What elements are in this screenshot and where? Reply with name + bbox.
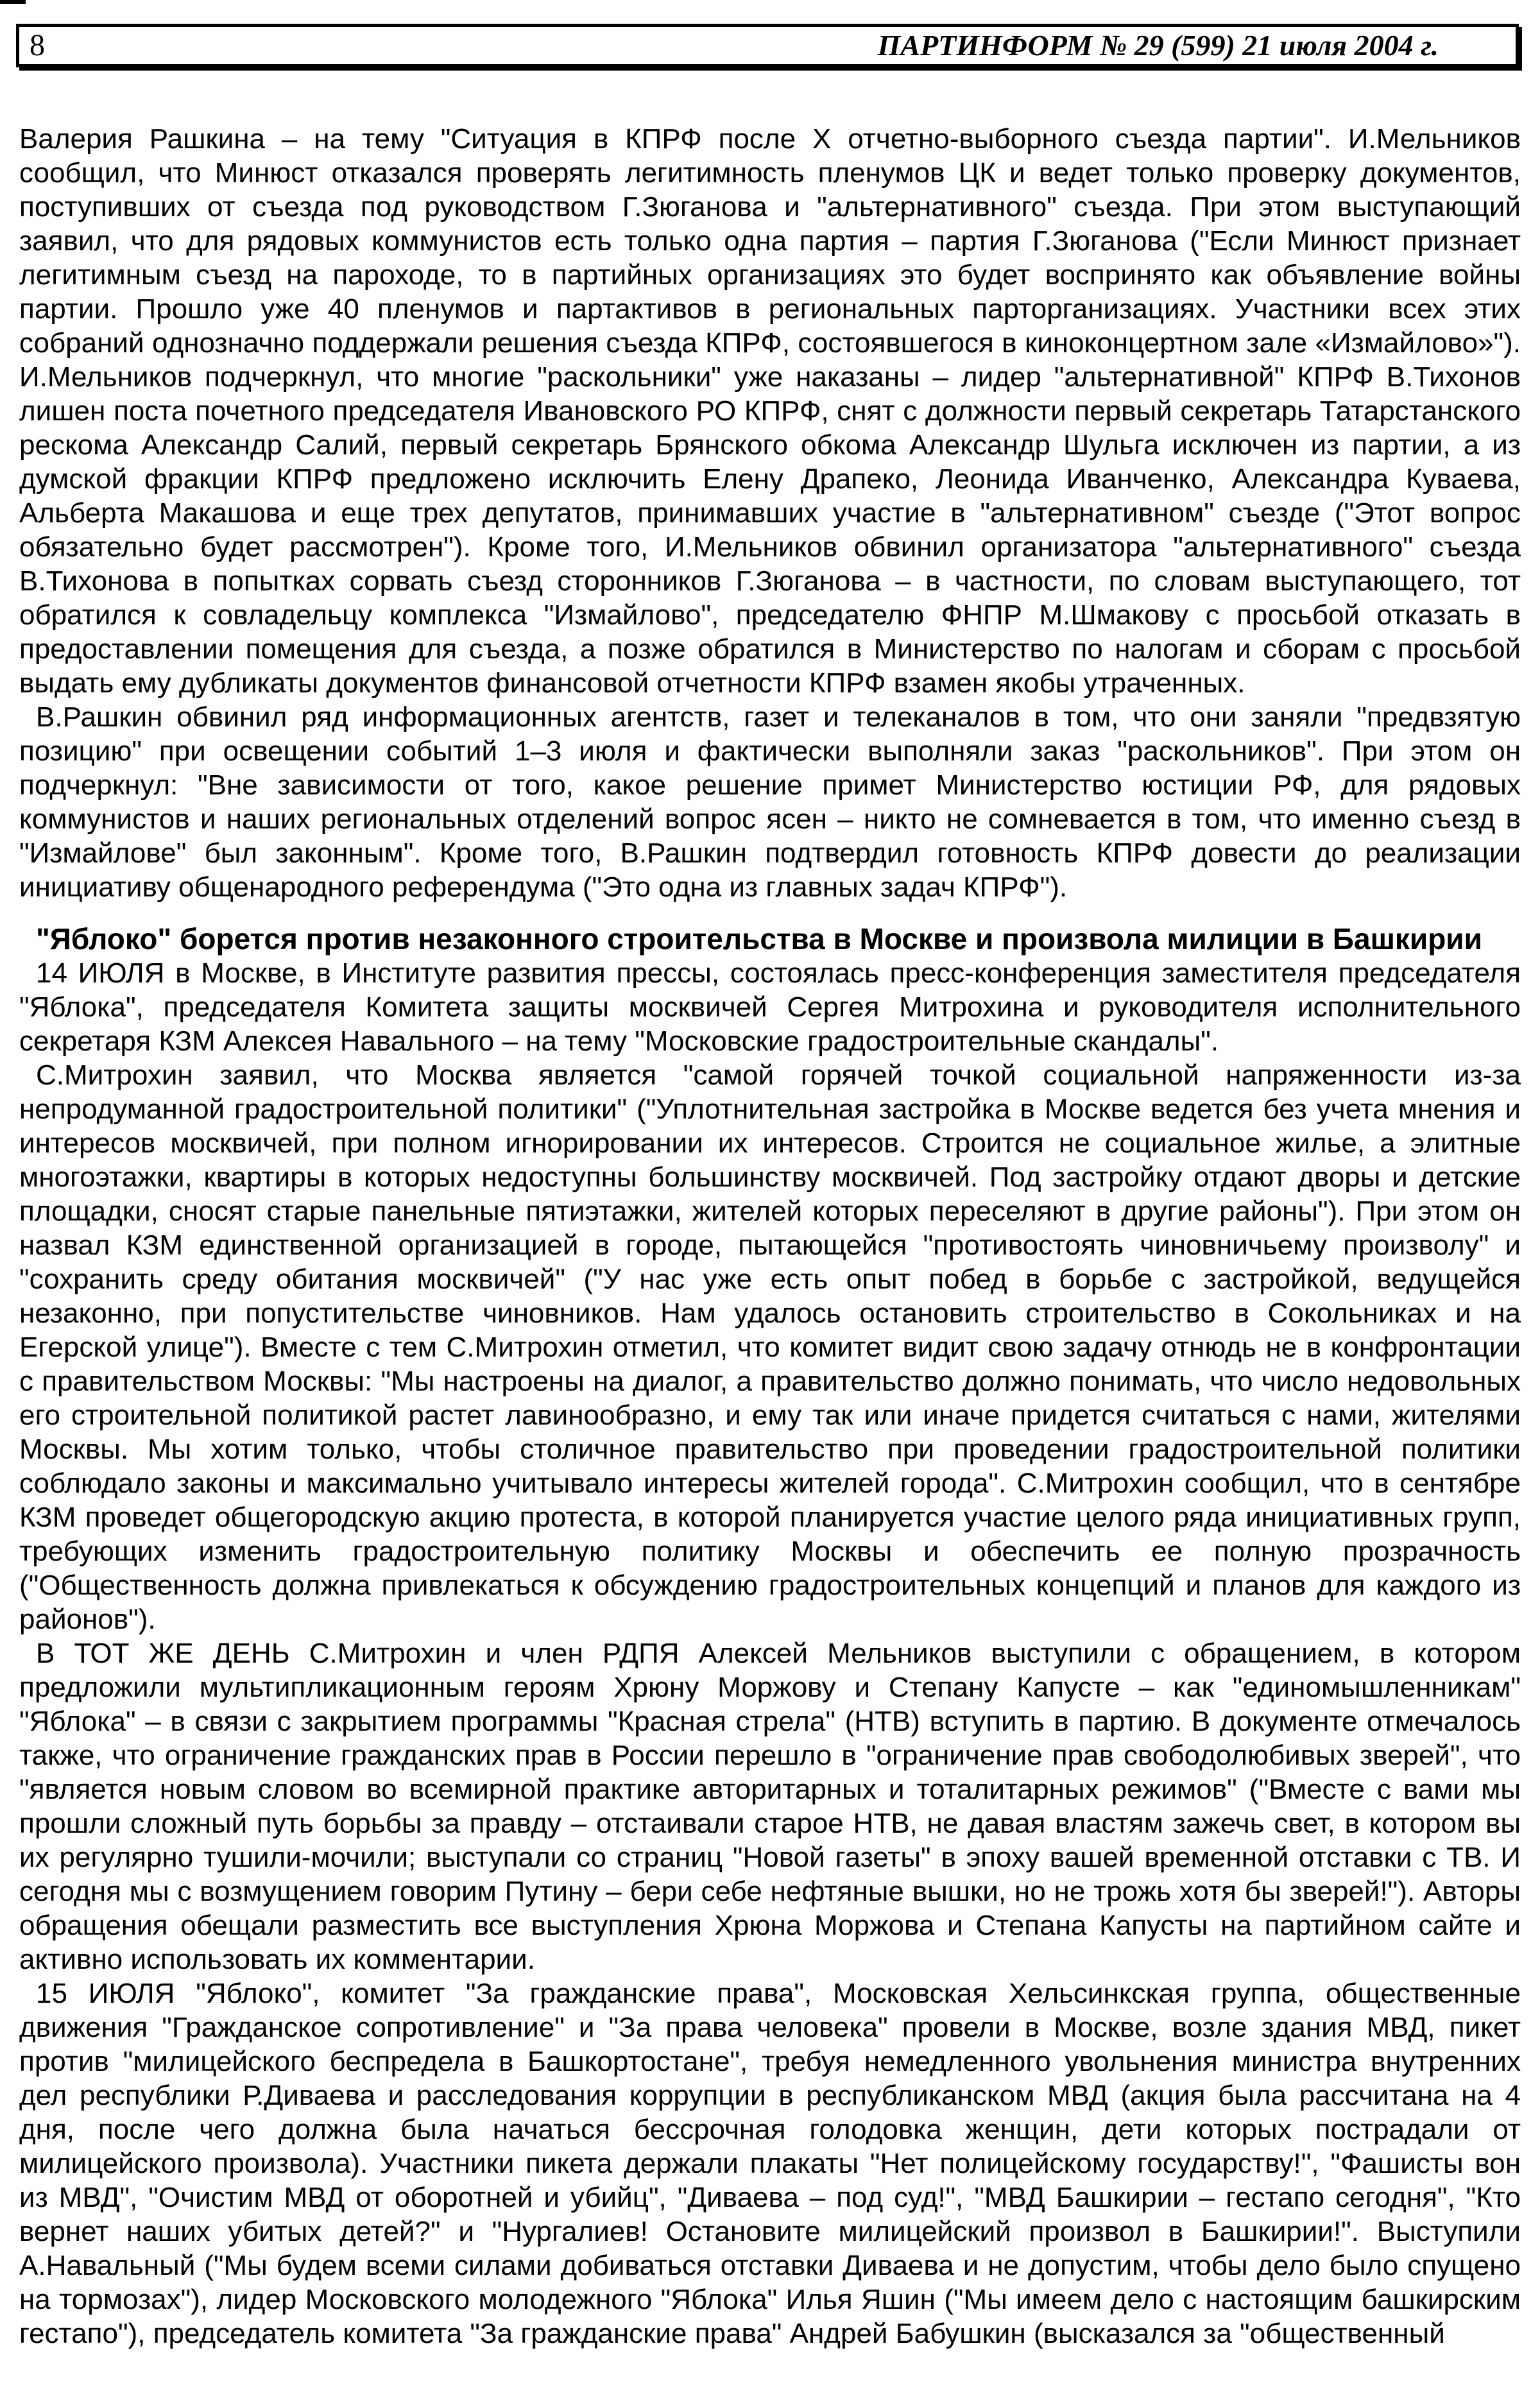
- body-paragraph-appeal: В ТОТ ЖЕ ДЕНЬ С.Митрохин и член РДПЯ Алексей Мельников выступили с обращением, в котором предложили мультипликационным героям Хрюну Моржову и Степану Капусте – как "единомышленникам" "Яблока" – в связи с закрытием программы "Красная стрела" (НТВ) вступить в партию. В документе отмечалось также, что ограничение гражданских прав в России перешло в "ограничение прав свободолюбивых зверей", что "является новым словом во всемирной практике авторитарных и тоталитарных режимов" ("Вместе с вами мы прошли сложный путь борьбы за правду – отстаивали старое НТВ, не давая властям зажечь свет, в котором вы их регулярно тушили-мочили; выступали со страниц "Новой газеты" в эпоху вашей временной отставки с ТВ. И сегодня мы с возмущением говорим Путину – бери себе нефтяные вышки, но не трожь хотя бы зверей!"). Авторы обращения обещали разместить все выступления Хрюна Моржова и Степана Капусты на партийном сайте и активно использовать их комментарии.: [19, 1638, 1521, 1975]
- body-paragraph-rashkin: В.Рашкин обвинил ряд информационных агентств, газет и телеканалов в том, что они заняли "предвзятую позицию" при освещении событий 1–3 июля и фактически выполняли заказ "раскольников". При этом он подчеркнул: "Вне зависимости от того, какое решение примет Министерство юстиции РФ, для рядовых коммунистов и наших региональных отделений вопрос ясен – никто не сомневается в том, что именно съезд в "Измайлове" был законным". Кроме того, В.Рашкин подтвердил готовность КПРФ довести до реализации инициативу общенародного референдума ("Это одна из главных задач КПРФ").: [19, 701, 1521, 903]
- body-paragraph-kprf-continuation: Валерия Рашкина – на тему "Ситуация в КПРФ после X отчетно-выборного съезда партии". И.Мельников сообщил, что Минюст отказался проверять легитимность пленумов ЦК и ведет только проверку документов, поступивших от съезда под руководством Г.Зюганова и "альтернативного" съезда. При этом выступающий заявил, что для рядовых коммунистов есть только одна партия – партия Г.Зюганова ("Если Минюст признает легитимным съезд на пароходе, то в партийных организациях это будет воспринято как объявление войны партии. Прошло уже 40 пленумов и партактивов в региональных парторганизациях. Участники всех этих собраний однозначно поддержали решения съезда КПРФ, состоявшегося в киноконцертном зале «Измайлово»"). И.Мельников подчеркнул, что многие "раскольники" уже наказаны – лидер "альтернативной" КПРФ В.Тихонов лишен поста почетного председателя Ивановского РО КПРФ, снят с должности первый секретарь Татарстанского рескома Александр Салий, первый секретарь Брянского обкома Александр Шульга исключен из партии, а из думской фракции КПРФ предложено исключить Елену Драпеко, Леонида Иванченко, Александра Куваева, Альберта Макашова и еще трех депутатов, принимавших участие в "альтернативном" съезде ("Этот вопрос обязательно будет рассмотрен"). Кроме того, И.Мельников обвинил организатора "альтернативного" съезда В.Тихонова в попытках сорвать съезд сторонников Г.Зюганова – в частности, по словам выступающего, тот обратился к совладельцу комплекса "Измайлово", председателю ФНПР М.Шмакову с просьбой отказать в предоставлении помещения для съезда, а позже обратился в Министерство по налогам и сборам с просьбой выдать ему дубликаты документов финансовой отчетности КПРФ взамен якобы утраченных.: [19, 123, 1521, 699]
- page-header: [16, 24, 1519, 67]
- newsletter-title: ПАРТИНФОРМ № 29 (599) 21 июля 2004 г.: [877, 29, 1439, 62]
- section-heading: "Яблоко" борется против незаконного строительства в Москве и произвола милиции в Башкирии: [36, 922, 1482, 955]
- page-number: 8: [30, 28, 45, 62]
- body-paragraph-mitrokhin: С.Митрохин заявил, что Москва является "самой горячей точкой социальной напряженности из-за непродуманной градостроительной политики" ("Уплотнительная застройка в Москве ведется без учета мнения и интересов москвичей, при полном игнорировании их интересов. Строится не социальное жилье, а элитные многоэтажки, квартиры в которых недоступны большинству москвичей. Под застройку отдают дворы и детские площадки, сносят старые панельные пятиэтажки, жителей которых переселяют в другие районы"). При этом он назвал КЗМ единственной организацией в городе, пытающейся "противостоять чиновничьему произволу" и "сохранить среду обитания москвичей" ("У нас уже есть опыт побед в борьбе с застройкой, ведущейся незаконно, при попустительстве чиновников. Нам удалось остановить строительство в Сокольниках и на Егерской улице"). Вместе с тем С.Митрохин отметил, что комитет видит свою задачу отнюдь не в конфронтации с правительством Москвы: "Мы настроены на диалог, а правительство должно понимать, что число недовольных его строительной политикой растет лавинообразно, и ему так или иначе придется считаться с нами, жителями Москвы. Мы хотим только, чтобы столичное правительство при проведении градостроительной политики соблюдало законы и максимально учитывало интересы жителей города". С.Митрохин сообщил, что в сентябре КЗМ проведет общегородскую акцию протеста, в которой планируется участие целого ряда инициативных групп, требующих изменить градостроительную политику Москвы и обеспечить ее полную прозрачность ("Общественность должна привлекаться к обсуждению градостроительных концепций и планов для каждого из районов").: [19, 1059, 1521, 1635]
- body-paragraph-picket: 15 ИЮЛЯ "Яблоко", комитет "За гражданские права", Московская Хельсинкская группа, общественные движения "Гражданское сопротивление" и "За права человека" провели в Москве, возле здания МВД, пикет против "милицейского беспредела в Башкортостане", требуя немедленного увольнения министра внутренних дел республики Р.Диваева и расследования коррупции в республиканском МВД (акция была рассчитана на 4 дня, после чего должна была начаться бессрочная голодовка женщин, дети которых пострадали от милицейского произвола). Участники пикета держали плакаты "Нет полицейскому государству!", "Фашисты вон из МВД", "Очистим МВД от оборотней и убийц", "Диваева – под суд!", "МВД Башкирии – гестапо сегодня", "Кто вернет наших убитых детей?" и "Нургалиев! Остановите милицейский произвол в Башкирии!". Выступили А.Навальный ("Мы будем всеми силами добиваться отставки Диваева и не допустим, чтобы дело было спущено на тормозах"), лидер Московского молодежного "Яблока" Илья Яшин ("Мы имеем дело с настоящим башкирским гестапо"), председатель комитета "За гражданские права" Андрей Бабушкин (высказался за "общественный: [19, 1978, 1521, 2349]
- article-body: [19, 122, 1521, 2351]
- body-paragraph-press-conference: 14 ИЮЛЯ в Москве, в Институте развития прессы, состоялась пресс-конференция заместителя председателя "Яблока", председателя Комитета защиты москвичей Сергея Митрохина и руководителя исполнительного секретаря КЗМ Алексея Навального – на тему "Московские градостроительные скандалы".: [19, 957, 1521, 1057]
- scan-edge-artifact: [0, 0, 26, 4]
